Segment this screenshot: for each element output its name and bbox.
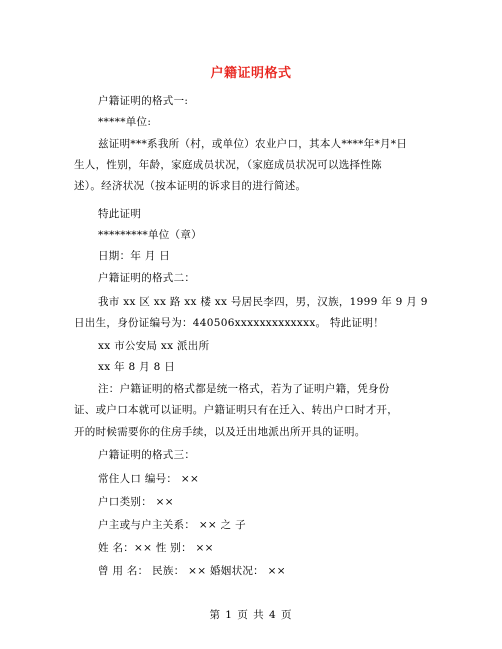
text-line: xx 年 8 月 8 日: [98, 361, 175, 373]
text-line: xx 市公安局 xx 派出所: [98, 340, 210, 352]
text-line: 生人，性别，年龄，家庭成员状况，（家庭成员状况可以选择性陈: [74, 159, 382, 171]
text-line: 兹证明***系我所（村，或单位）农业户口，其本人****年*月*日: [98, 138, 408, 150]
section-heading-3: 户籍证明的格式三：: [98, 449, 196, 461]
text-line: 姓 名：×× 性 别： ××: [98, 542, 214, 554]
text-line: 开的时候需要你的住房手续，以及迁出地派出所开具的证明。: [74, 426, 366, 438]
text-line: 户主或与户主关系： ×× 之 子: [98, 519, 246, 531]
text-line: 证、或户口本就可以证明。户籍证明只有在迁入、转出户口时才开，: [74, 404, 398, 416]
text-line: 特此证明: [98, 208, 142, 220]
text-line: *****单位:: [98, 116, 152, 128]
text-line: 曾 用 名： 民族： ×× 婚姻状况： ××: [98, 565, 286, 577]
document-title: 户籍证明格式: [210, 66, 292, 81]
text-line: 户口类别： ××: [98, 496, 174, 508]
text-line: 我市 xx 区 xx 路 xx 楼 xx 号居民李四，男，汉族，1999 年 9 月 9: [98, 296, 428, 308]
section-heading-2: 户籍证明的格式二：: [98, 272, 196, 284]
section-heading-1: 户籍证明的格式一:: [98, 95, 189, 107]
text-line: 日期：年 月 日: [98, 250, 171, 262]
text-line: 述）。经济状况（按本证明的诉求目的进行简述。: [74, 180, 307, 192]
text-line: 常住人口 编号： ××: [98, 473, 200, 485]
text-line: 日出生，身份证编号为：440506xxxxxxxxxxxxx。 特此证明！: [74, 317, 385, 329]
text-line: 注：户籍证明的格式都是统一格式，若为了证明户籍，凭身份: [98, 383, 390, 395]
text-line: *********单位（章）: [98, 229, 202, 241]
page-number-footer: 第 1 页 共 4 页: [209, 609, 293, 621]
